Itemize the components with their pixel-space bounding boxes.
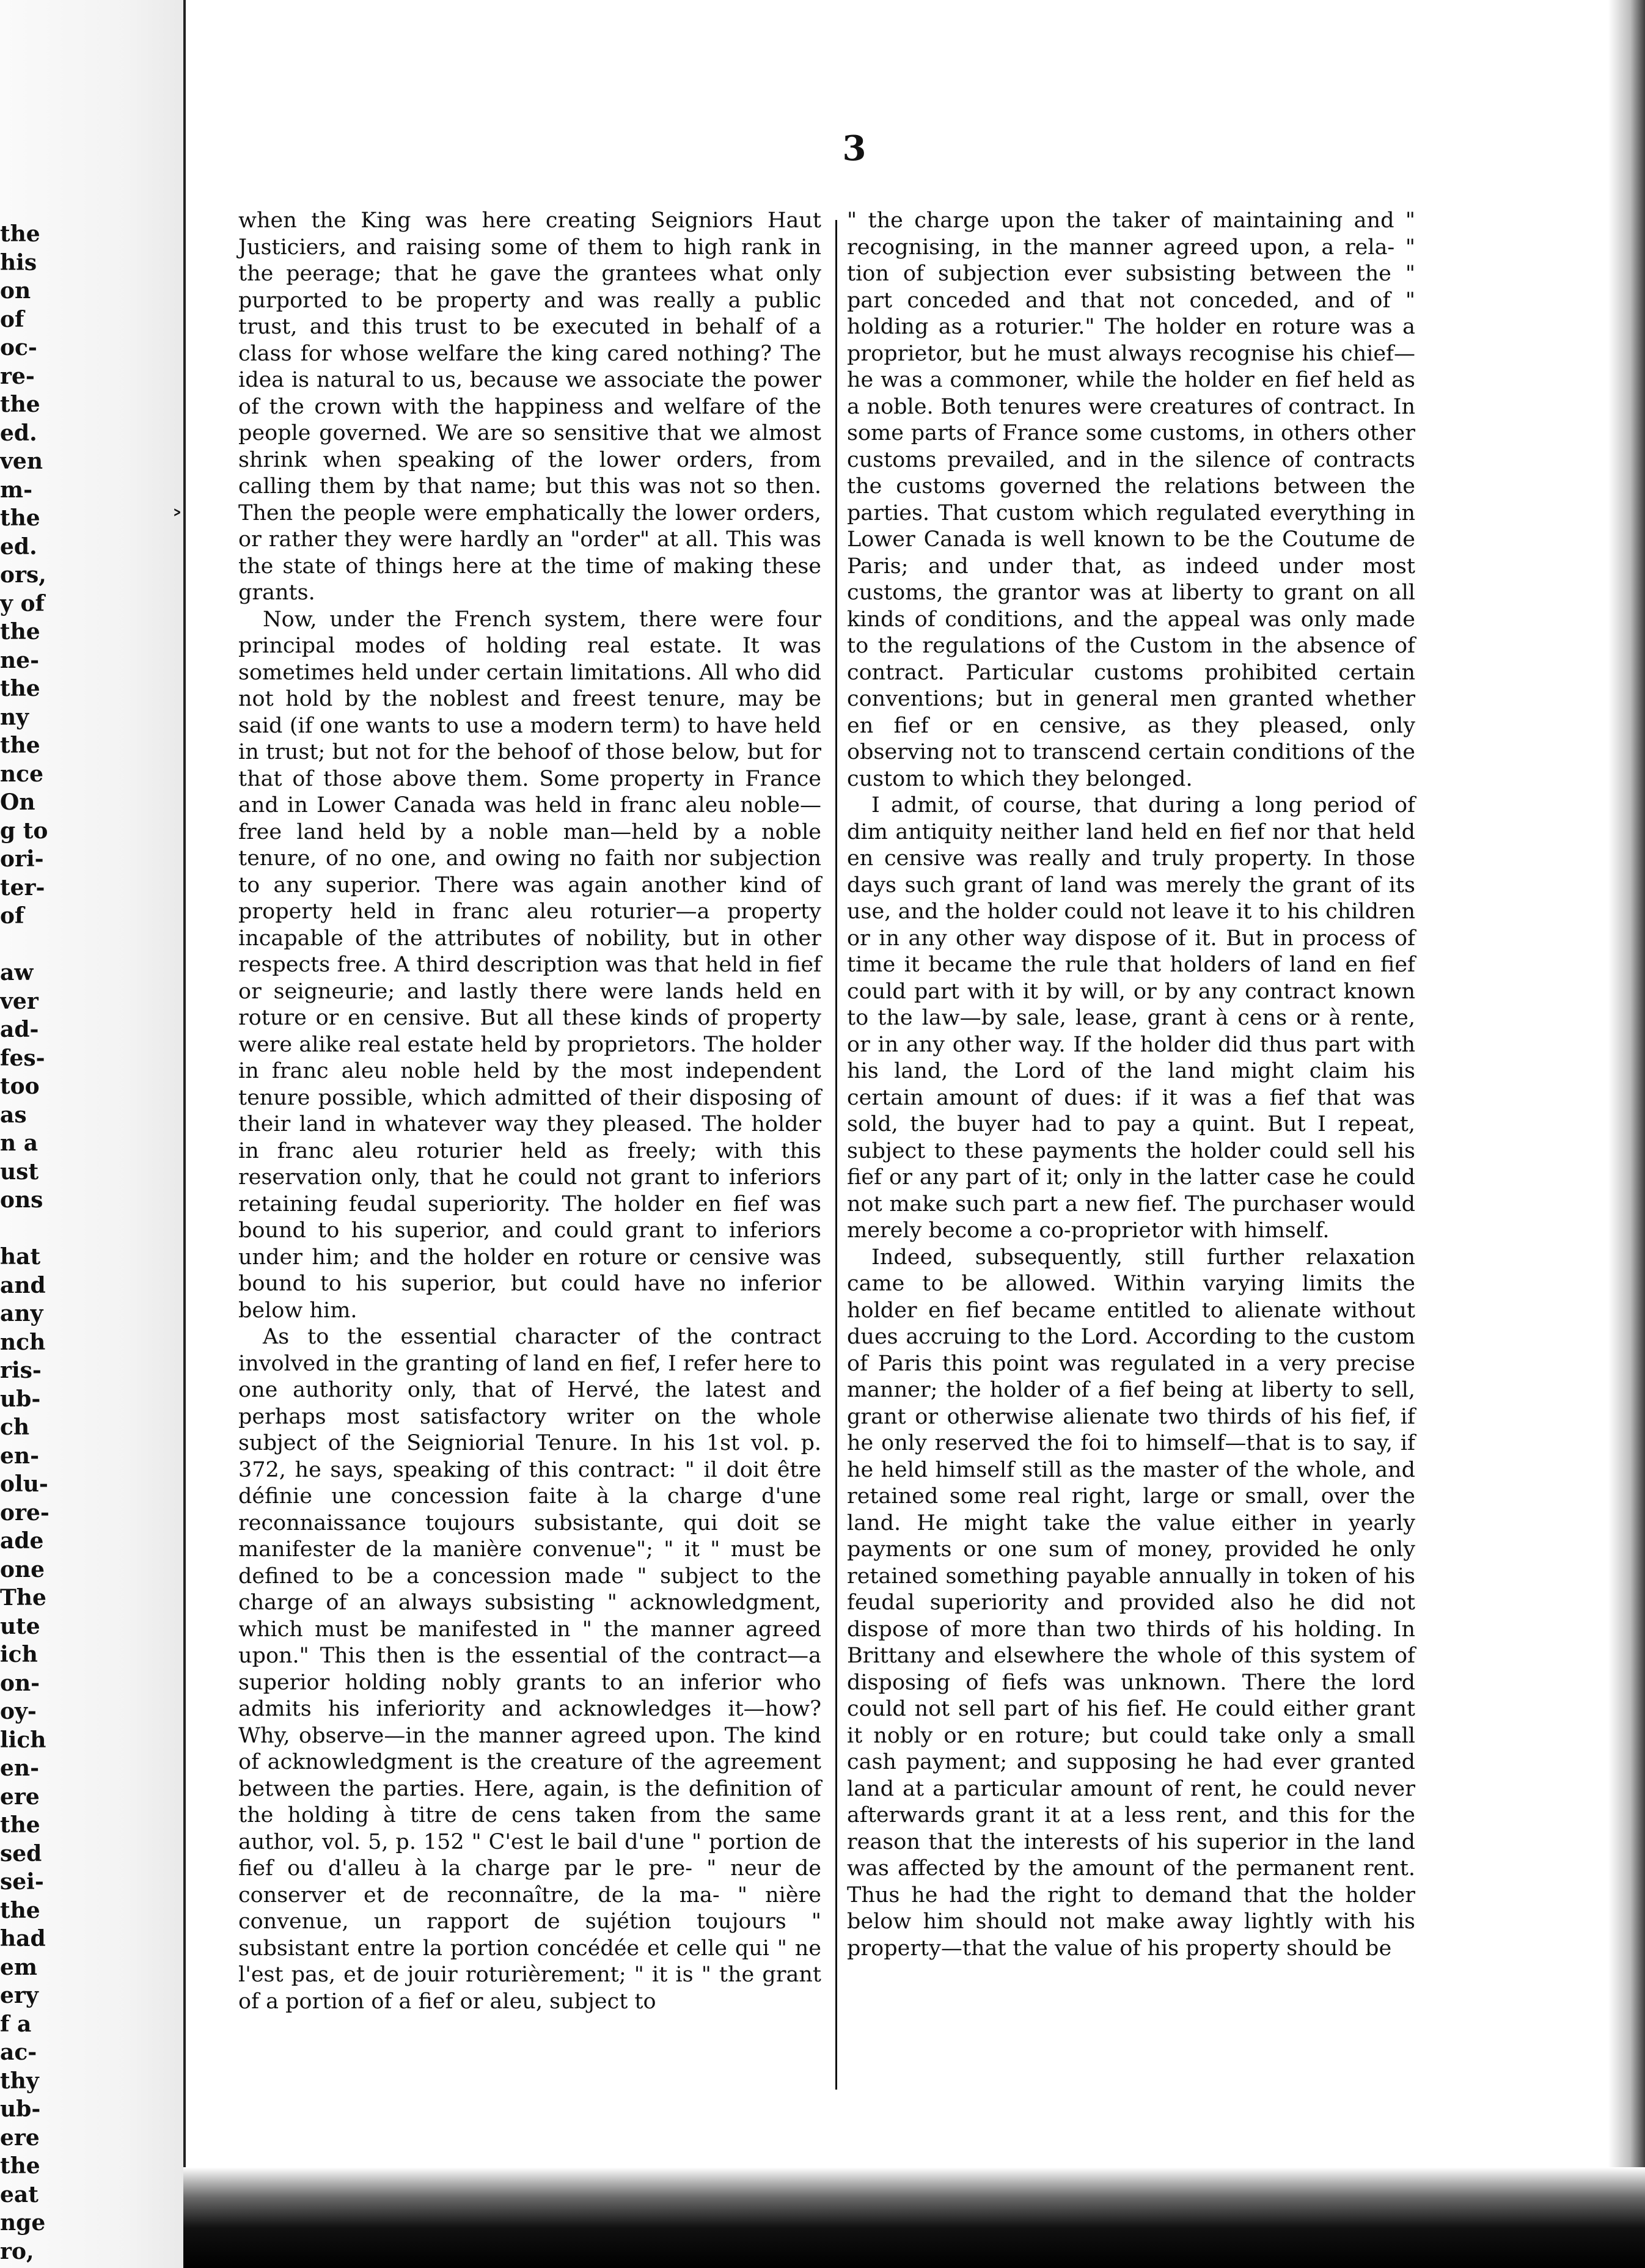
facing-line: as — [0, 1102, 27, 1128]
page-number: 3 — [842, 128, 866, 169]
facing-line: of — [0, 306, 24, 332]
facing-line: eat — [0, 2181, 38, 2208]
facing-line: the — [0, 619, 40, 645]
facing-line: ori- — [0, 846, 44, 872]
facing-line: on — [0, 278, 31, 304]
facing-line: ute — [0, 1613, 40, 1639]
facing-line: y of — [0, 590, 45, 616]
facing-line: the — [0, 1897, 40, 1923]
paragraph: " the charge upon the taker of maintaining and " recognising, in the manner agreed upon, a rela- " tion of subjection ever subsisting between the " part conceded and that not conceded, and of " holding as a roturier." The holder en roture was a proprietor, but he must always recognise his chief—he was a commoner, while the holder en fief held as a noble. Both tenures were creatures of contract. In some parts of France some customs, in others other customs prevailed, and in the silence of contracts the customs governed the relations between the parties. That custom which regulated everything in Lower Canada is well known to be the Coutume de Paris; and under that, as indeed under most customs, the grantor was at liberty to grant on all kinds of conditions, and the appeal was only made to the regulations of the Custom in the absence of contract. Particular customs prohibited certain conventions; but in general men granted whether en fief or en censive, as they pleased, only observing not to transcend certain conditions of the custom to which they belonged. — [847, 208, 1415, 791]
left-column — [238, 208, 821, 2015]
facing-line: n a — [0, 1130, 38, 1156]
paragraph: Now, under the French system, there were four principal modes of holding real estate. It was sometimes held under certain limitations. All who did not hold by the noblest and freest tenure, may be said (if one wants to use a modern term) to have held in trust; but not for the behoof of those below, but for that of those above them. Some property in France and in Lower Canada was held in franc aleu noble—free land held by a noble man—held by a noble tenure, of no one, and owing no faith nor subjection to any superior. There was again another kind of property held in franc aleu roturier—a property incapable of the attributes of nobility, but in other respects free. A third description was that held in fief or seigneurie; and lastly there were lands held en roture or en censive. But all these kinds of property were alike real estate held by proprietors. The holder in franc aleu noble held by the most independent tenure possible, which admitted of their disposing of their land in whatever way they pleased. The holder in franc aleu roturier held as freely; with this reservation only, that he could not grant to inferiors retaining feudal superiority. The holder en fief was bound to his superior, and could grant to inferiors under him; and the holder en roture or censive was bound to his superior, but could have no inferior below him. — [238, 607, 821, 1323]
facing-line: The — [0, 1585, 46, 1611]
facing-page-text — [0, 220, 49, 2266]
facing-line: had — [0, 1926, 46, 1952]
column-divider — [835, 220, 837, 2090]
facing-line: thy — [0, 2068, 39, 2094]
facing-line: ny — [0, 704, 29, 730]
facing-line: sei- — [0, 1869, 44, 1895]
facing-line: nch — [0, 1329, 46, 1355]
paragraph: Indeed, subsequently, still further relaxation came to be allowed. Within varying limits the holder en fief became entitled to alienate without dues accruing to the Lord. According to the custom of Paris this point was regulated in a very precise manner; the holder of a fief being at liberty to sell, grant or otherwise alienate two thirds of his fief, if he only reserved the foi to himself—that is to say, if he held himself still as the master of the whole, and retained some real right, large or small, over the land. He might take the value either in yearly payments or one sum of money, provided he only retained something payable annually in token of his feudal superiority and provided also he did not dispose of more than two thirds of his holding. In Brittany and elsewhere the whole of this system of disposing of fiefs was unknown. There the lord could not sell part of his fief. He could either grant it nobly or en roture; but could take only a small cash payment; and supposing he had ever granted land at a particular amount of rent, he could never afterwards grant it at a less rent, and this for the reason that the interests of his superior in the land was affected by the amount of the permanent rent. Thus he had the right to demand that the holder below him should not make away lightly with his property—that the value of his property should be — [847, 1245, 1415, 1961]
facing-line: ver — [0, 988, 38, 1014]
facing-line: en- — [0, 1443, 40, 1469]
facing-line: f a — [0, 2011, 32, 2037]
facing-line: fes- — [0, 1045, 45, 1071]
facing-line: ed. — [0, 420, 37, 446]
facing-line: ven — [0, 448, 43, 474]
facing-line: ery — [0, 1983, 38, 2008]
facing-line: oc- — [0, 335, 37, 360]
facing-line: g to — [0, 818, 48, 844]
facing-line: ac- — [0, 2039, 37, 2065]
facing-line: m- — [0, 477, 33, 503]
facing-line: en- — [0, 1755, 40, 1781]
facing-line: his — [0, 249, 37, 276]
facing-line: the — [0, 221, 40, 247]
facing-line: the — [0, 2153, 40, 2179]
facing-line — [0, 1215, 44, 1243]
facing-line: lich — [0, 1727, 46, 1753]
facing-line: ad- — [0, 1017, 39, 1042]
facing-line: ade — [0, 1528, 44, 1554]
paragraph: I admit, of course, that during a long period of dim antiquity neither land held en fief nor that held en censive was really and truly property. In those days such grant of land was merely the grant of its use, and the holder could not leave it to his children or in any other way dispose of it. But in process of time it became the rule that holders of land en fief could part with it by will, or by any contract known to the law—by sale, lease, grant à cens or à rente, or in any other way. If the holder did thus part with his land, the Lord of the land might claim his certain amount of dues: if it was a fief that was sold, the buyer had to pay a quint. But I repeat, subject to these payments the holder could sell his fief or any part of it; only in the latter case he could not make such part a new fief. The purchaser would merely become a co-proprietor with himself. — [847, 793, 1415, 1243]
facing-line: any — [0, 1301, 43, 1326]
facing-line: ors, — [0, 562, 46, 588]
facing-line: the — [0, 505, 40, 531]
paragraph: when the King was here creating Seigniors Haut Justiciers, and raising some of them to high rank in the peerage; that he gave the grantees what only purported to be property and was really a public trust, and this trust to be executed in behalf of a class for whose welfare the king cared nothing? The idea is natural to us, because we associate the power of the crown with the happiness and welfare of the people governed. We are so sensitive that we almost shrink when speaking of the lower orders, from calling them by that name; but this was not so then. Then the people were emphatically the lower orders, or rather they were hardly an "order" at all. This was the state of things here at the time of making these grants. — [238, 208, 821, 605]
facing-line: of — [0, 903, 24, 929]
right-column — [847, 208, 1415, 1962]
facing-line: ich — [0, 1642, 38, 1667]
facing-line: ere — [0, 1783, 40, 1810]
facing-line: ch — [0, 1414, 30, 1440]
facing-line: ub- — [0, 2096, 41, 2122]
facing-line: ter- — [0, 874, 45, 901]
facing-line: ne- — [0, 647, 40, 673]
facing-line: olu- — [0, 1471, 48, 1497]
facing-line: ro, — [0, 2238, 34, 2264]
facing-line: nce — [0, 761, 43, 787]
facing-line: hat — [0, 1244, 41, 1270]
facing-line: too — [0, 1074, 40, 1099]
facing-line: ons — [0, 1187, 43, 1213]
facing-line: sed — [0, 1840, 42, 1867]
facing-line: on- — [0, 1670, 40, 1696]
facing-line: ore- — [0, 1499, 49, 1526]
facing-line: em — [0, 1954, 37, 1980]
paragraph: As to the essential character of the contract involved in the granting of land en fief, I refer here to one authority only, that of Hervé, the latest and perhaps most satisfactory writer on the whole subject of the Seigniorial Tenure. In his 1st vol. p. 372, he says, speaking of this contract: " il doit être définie une concession faite à la charge d'une reconnaissance toujours subsistante, qui doit se manifester de la manière convenue"; " it " must be defined to be a concession made " subject to the charge of an always subsisting " acknowledgment, which must be manifested in " the manner agreed upon." This then is the essential of the contract—a superior holding nobly grants to an inferior who admits his inferiority and acknowledges it—how? Why, observe—in the manner agreed upon. The kind of acknowledgment is the creature of the agreement between the parties. Here, again, is the definition of the holding à titre de cens taken from the same author, vol. 5, p. 152 " C'est le bail d'une " portion de fief ou d'alleu à la charge par le pre- " neur de conserver et de reconnaître, de la ma- " nière convenue, un rapport de sujétion toujours " subsistant entre la portion concédée et celle qui " ne l'est pas, et de jouir roturièrement; " it is " the grant of a portion of a fief or aleu, subject to — [238, 1325, 821, 2014]
facing-page — [0, 0, 186, 2268]
page-edge-shadow — [1608, 0, 1645, 2268]
facing-line: ere — [0, 2124, 40, 2151]
facing-line: one — [0, 1556, 45, 1582]
facing-line: ed. — [0, 533, 37, 560]
facing-line: the — [0, 676, 40, 701]
facing-line: ris- — [0, 1358, 42, 1383]
facing-line: and — [0, 1272, 46, 1298]
facing-line: the — [0, 1812, 40, 1838]
facing-line: aw — [0, 960, 34, 986]
scan-bottom-shadow — [183, 2167, 1645, 2268]
facing-line — [0, 931, 44, 959]
facing-line: the — [0, 733, 40, 758]
facing-line: oy- — [0, 1699, 37, 1724]
facing-line: On — [0, 789, 35, 815]
facing-line: ub- — [0, 1386, 41, 1412]
facing-line: the — [0, 392, 40, 417]
margin-mark: ˃ — [171, 507, 183, 535]
facing-line: ust — [0, 1158, 39, 1185]
facing-line: re- — [0, 363, 35, 389]
facing-line: nge — [0, 2210, 46, 2236]
